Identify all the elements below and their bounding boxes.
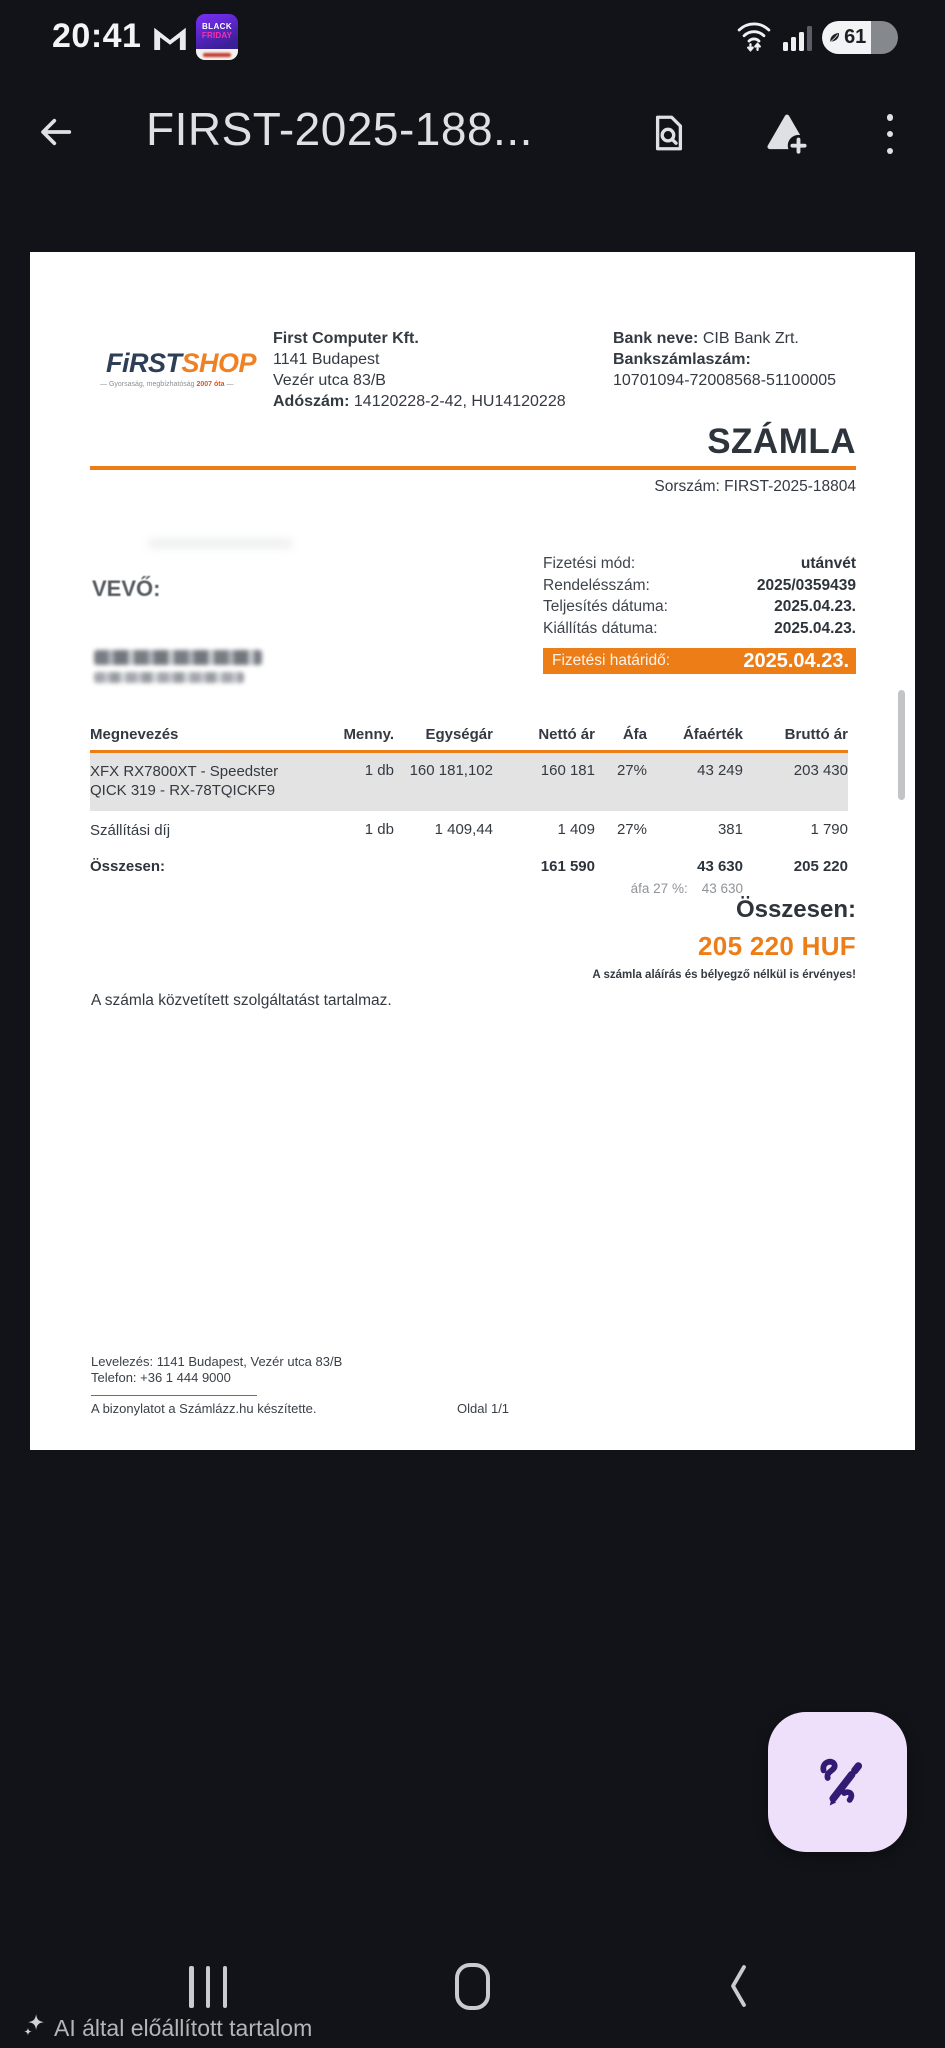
- footer-phone: Telefon: +36 1 444 9000: [91, 1370, 231, 1385]
- footer-mailing: Levelezés: 1141 Budapest, Vezér utca 83/B: [91, 1354, 343, 1369]
- status-icons: [735, 18, 898, 57]
- ai-sparkle-icon: [22, 2012, 48, 2044]
- black-friday-line2: FRIDAY: [201, 30, 233, 40]
- payment-method-row: Fizetési mód: utánvét: [543, 555, 856, 572]
- logo-tagline: — Gyorsaság, megbízhatóság 2007 óta —: [100, 381, 234, 388]
- order-number-row: Rendelésszám: 2025/0359439: [543, 576, 856, 594]
- invoice-footer: [91, 1354, 651, 1417]
- search-in-document-icon[interactable]: [648, 112, 690, 154]
- back-arrow-button[interactable]: [36, 112, 76, 152]
- black-friday-notification-icon: [196, 14, 238, 60]
- footer-divider: [91, 1395, 257, 1396]
- logo-first: FiRST: [106, 348, 182, 378]
- seller-address2: Vezér utca 83/B: [273, 372, 386, 389]
- seller-tax-number: Adószám: 14120228-2-42, HU14120228: [273, 393, 566, 410]
- black-friday-line1: BLACK: [202, 22, 232, 32]
- grand-total-label: Összesen:: [735, 896, 856, 923]
- validity-note: A számla aláírás és bélyegző nélkül is érvényes!: [592, 969, 856, 981]
- grand-total-amount: 205 220 HUF: [698, 931, 856, 961]
- seller-name: First Computer Kft.: [273, 330, 419, 347]
- table-totals-row: Összesen: 161 590 43 630 205 220: [90, 858, 848, 875]
- battery-fill: [822, 21, 871, 54]
- ai-label-text: AI által előállított tartalom: [54, 2014, 313, 2041]
- payment-details: [543, 555, 856, 674]
- table-row: XFX RX7800XT - Speedster QICK 319 - RX-78TQICKF9 1 db 160 181,102 160 181 27% 43 249 203 430: [90, 753, 848, 811]
- service-note: A számla közvetített szolgáltatást tartalmaz.: [91, 992, 392, 1009]
- buyer-address-redacted: [94, 672, 244, 683]
- cellular-signal-icon: [783, 25, 812, 51]
- overflow-menu-icon[interactable]: [884, 114, 896, 154]
- app-bar: [0, 72, 945, 192]
- orange-divider: [90, 466, 856, 470]
- table-row: Szállítási díj 1 db 1 409,44 1 409 27% 381 1 790: [90, 821, 848, 839]
- vat-breakdown: áfa 27 %: 43 630: [630, 881, 743, 896]
- black-friday-text: [196, 14, 238, 49]
- ai-content-label: [22, 2012, 312, 2044]
- footer-page-number: Oldal 1/1: [457, 1401, 510, 1416]
- fulfillment-date-row: Teljesítés dátuma: 2025.04.23.: [543, 598, 856, 615]
- pen-squiggle-icon: [805, 1747, 871, 1818]
- logo-shop: SHOP: [181, 348, 257, 378]
- line-items-table: [90, 726, 848, 896]
- wifi-icon: [735, 18, 773, 57]
- navigation-bar: [0, 1952, 945, 2048]
- clock: 20:41: [52, 17, 142, 55]
- pdf-page[interactable]: [30, 252, 915, 1450]
- grand-total: [592, 896, 856, 981]
- bank-info: [613, 328, 836, 391]
- recents-button[interactable]: [189, 1966, 227, 2008]
- seller-address1: 1141 Budapest: [273, 351, 380, 368]
- bank-account-number: 10701094-72008568-51100005: [613, 372, 837, 389]
- issue-date-row: Kiállítás dátuma: 2025.04.23.: [543, 619, 856, 637]
- buyer-name-redacted: [94, 650, 262, 665]
- gmail-notification-icon: [152, 24, 188, 57]
- document-title: FIRST-2025-188...: [146, 103, 533, 155]
- status-bar: [0, 0, 945, 72]
- table-header: Megnevezés Menny. Egységár Nettó ár Áfa Áfaérték Bruttó ár: [90, 726, 848, 753]
- black-friday-strip: [196, 49, 238, 60]
- buyer-label: VEVŐ:: [92, 576, 161, 601]
- add-to-drive-icon[interactable]: [764, 110, 810, 156]
- back-nav-button[interactable]: [727, 1964, 749, 2008]
- redacted-smudge: [148, 538, 293, 549]
- seller-info: [273, 328, 566, 412]
- firstshop-logo: [100, 348, 257, 388]
- home-button[interactable]: [455, 1963, 490, 2010]
- bank-account-label: Bankszámlaszám:: [613, 351, 751, 368]
- battery-percent: 61: [844, 26, 867, 48]
- scrollbar[interactable]: [898, 690, 905, 800]
- payment-deadline-banner: Fizetési határidő: 2025.04.23.: [543, 648, 856, 674]
- footer-generator: A bizonylatot a Számlázz.hu készítette.: [91, 1401, 317, 1416]
- bank-name: Bank neve: CIB Bank Zrt.: [613, 330, 799, 347]
- power-saving-leaf-icon: [827, 30, 842, 45]
- battery-indicator: [822, 21, 898, 54]
- annotate-fab-button[interactable]: [768, 1712, 907, 1852]
- invoice-serial: Sorszám: FIRST-2025-18804: [654, 478, 856, 495]
- invoice-heading: SZÁMLA: [707, 422, 856, 461]
